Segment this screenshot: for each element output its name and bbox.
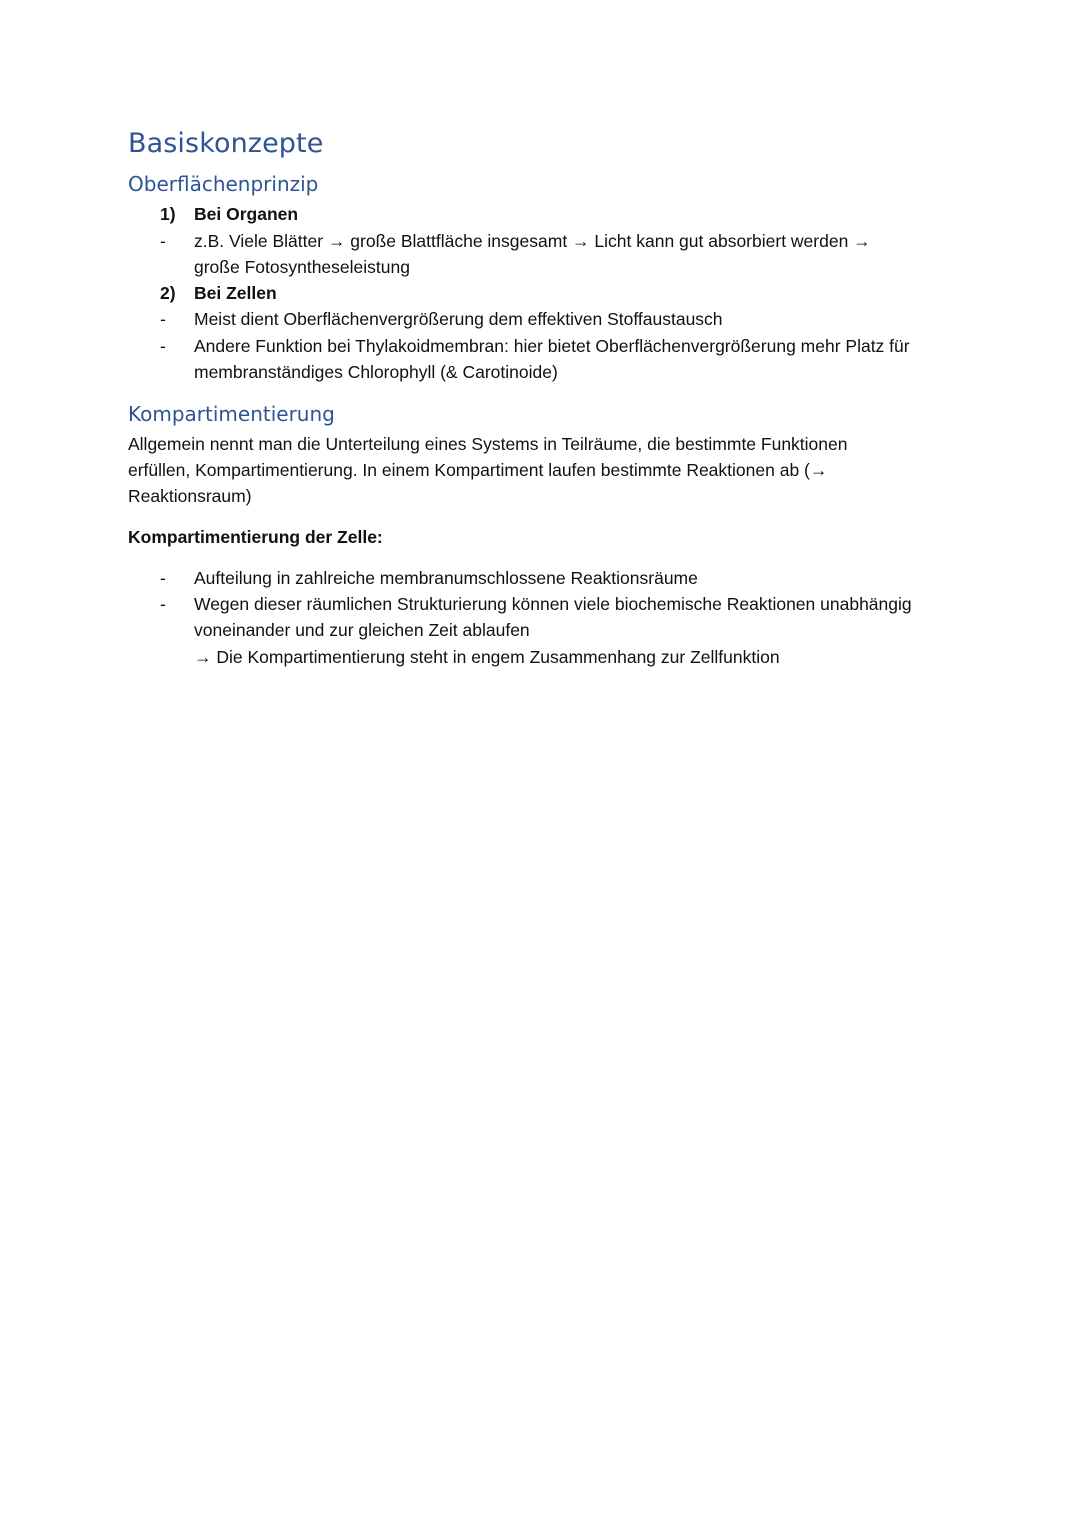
- bullet-dash: -: [160, 568, 166, 588]
- page-title: Basiskonzepte: [128, 128, 324, 159]
- bullet-text-continuation: → Die Kompartimentierung steht in engem Zusammenhang zur Zellfunktion: [194, 647, 780, 667]
- bullet-text: Wegen dieser räumlichen Strukturierung können viele biochemische Reaktionen unabhängig: [194, 594, 912, 614]
- paragraph-line: Reaktionsraum): [128, 486, 252, 506]
- bullet-text: Andere Funktion bei Thylakoidmembran: hier bietet Oberflächenvergrößerung mehr Platz für: [194, 336, 910, 356]
- bullet-text: z.B. Viele Blätter → große Blattfläche insgesamt → Licht kann gut absorbiert werden →: [194, 231, 871, 251]
- list-number-2: 2): [160, 283, 176, 303]
- bullet-text: Meist dient Oberflächenvergrößerung dem effektiven Stoffaustausch: [194, 309, 723, 329]
- bullet-text-continuation: voneinander und zur gleichen Zeit ablaufen: [194, 620, 530, 640]
- bullet-text-continuation: große Fotosyntheseleistung: [194, 257, 410, 277]
- heading-oberflaechenprinzip: Oberflächenprinzip: [128, 172, 319, 196]
- paragraph-line: erfüllen, Kompartimentierung. In einem Kompartiment laufen bestimmte Reaktionen ab (→: [128, 460, 828, 480]
- bullet-dash: -: [160, 231, 166, 251]
- bullet-dash: -: [160, 594, 166, 614]
- bullet-dash: -: [160, 309, 166, 329]
- paragraph-line: Allgemein nennt man die Unterteilung eines Systems in Teilräume, die bestimmte Funktionen: [128, 434, 848, 454]
- bullet-dash: -: [160, 336, 166, 356]
- bullet-text-continuation: membranständiges Chlorophyll (& Carotinoide): [194, 362, 558, 382]
- list-item-label-zellen: Bei Zellen: [194, 283, 277, 303]
- bullet-text: Aufteilung in zahlreiche membranumschlossene Reaktionsräume: [194, 568, 698, 588]
- list-number-1: 1): [160, 204, 176, 224]
- subheading-kompartimentierung-zelle: Kompartimentierung der Zelle:: [128, 527, 383, 547]
- list-item-label-organe: Bei Organen: [194, 204, 299, 224]
- heading-kompartimentierung: Kompartimentierung: [128, 402, 335, 426]
